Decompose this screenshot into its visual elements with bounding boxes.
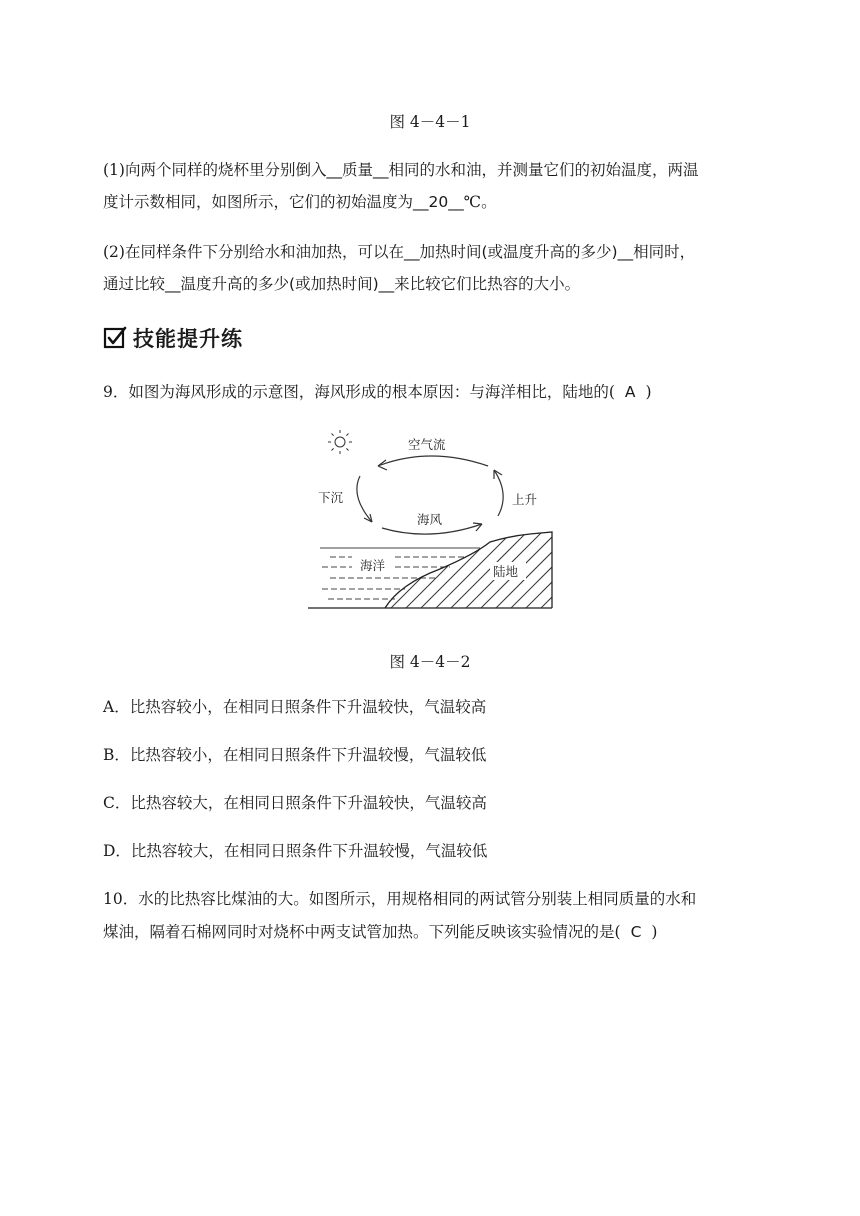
- q8-p1-text-c: 度计示数相同，如图所示，它们的初始温度为: [103, 193, 414, 211]
- q8-p2-text-b: 相同时，: [633, 243, 696, 261]
- q8-p1-blank-mass: __质量__: [326, 161, 389, 179]
- label-sea-wind: 海风: [417, 512, 443, 527]
- q8-p2-text-a: (2)在同样条件下分别给水和油加热，可以在: [103, 243, 404, 261]
- q9-option-b: B．比热容较小，在相同日照条件下升温较慢，气温较低: [103, 746, 487, 764]
- land-hatched: [360, 524, 560, 614]
- q8-p2-blank-1: __加热时间(或温度升高的多少)__: [403, 243, 634, 261]
- q8-part1-line2: [103, 192, 497, 212]
- q8-p1-text-b: 相同的水和油，并测量它们的初始温度，两温: [388, 161, 699, 179]
- q9-close-paren: ): [645, 383, 652, 401]
- label-land: 陆地: [493, 564, 519, 579]
- figure-caption-4-4-2: 图 4－4－2: [389, 653, 471, 671]
- q10-close-paren: ): [651, 923, 658, 941]
- checkbox-checked-icon: [103, 326, 127, 350]
- figure-caption-4-4-1: 图 4－4－1: [389, 113, 471, 131]
- label-ocean: 海洋: [360, 558, 386, 573]
- q9-option-c: C．比热容较大，在相同日照条件下升温较快，气温较高: [103, 794, 487, 812]
- label-sink: 下沉: [318, 490, 344, 505]
- label-air-current: 空气流: [408, 437, 446, 452]
- q8-p2-text-c: 通过比较: [103, 275, 166, 293]
- section-header: [103, 323, 243, 353]
- sun-icon: [328, 430, 352, 454]
- q10-answer: C: [630, 923, 642, 941]
- q9-answer: A: [624, 383, 636, 401]
- q10-stem-line1: 10．水的比热容比煤油的大。如图所示，用规格相同的两试管分别装上相同质量的水和: [103, 890, 697, 908]
- q9-stem-text: 9．如图为海风形成的示意图，海风形成的根本原因：与海洋相比，陆地的(: [103, 383, 615, 401]
- q9-option-d: D．比热容较大，在相同日照条件下升温较慢，气温较低: [103, 842, 488, 860]
- q10-stem-line2: [103, 922, 657, 942]
- label-rise: 上升: [512, 492, 538, 507]
- q9-stem: [103, 382, 652, 402]
- section-title: 技能提升练: [133, 327, 243, 351]
- q8-part1-line1: [103, 160, 699, 180]
- q10-stem-text: 煤油，隔着石棉网同时对烧杯中两支试管加热。下列能反映该实验情况的是(: [103, 923, 621, 941]
- q8-p1-text-a: (1)向两个同样的烧杯里分别倒入: [103, 161, 327, 179]
- q8-p1-blank-temperature: __20__: [413, 193, 464, 211]
- q9-option-a: A．比热容较小，在相同日照条件下升温较快，气温较高: [103, 698, 487, 716]
- q8-p1-text-d: ℃。: [463, 193, 497, 211]
- q8-part2-line2: [103, 274, 580, 294]
- sea-breeze-diagram: [300, 424, 560, 614]
- q8-p2-text-d: 来比较它们比热容的大小。: [394, 275, 581, 293]
- q8-p2-blank-2: __温度升高的多少(或加热时间)__: [165, 275, 395, 293]
- q8-part2-line1: [103, 242, 695, 262]
